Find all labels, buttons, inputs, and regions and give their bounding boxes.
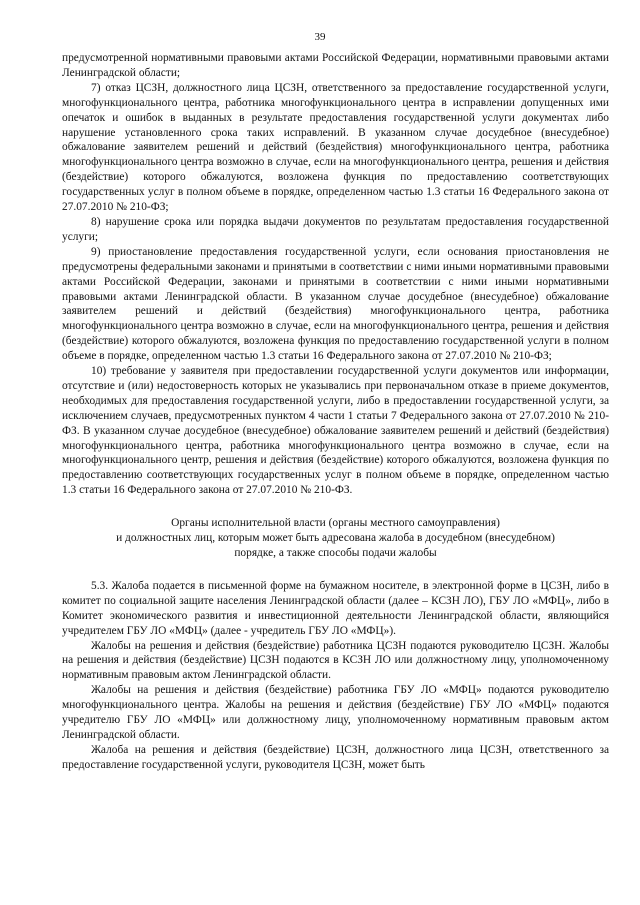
paragraph-item-9: 9) приостановление предоставления государственной услуги, если основания приостановления не предусмотрены федеральными законами и принятыми в соответствии с ними иными нормативными правовыми актами Российской Федерации, законами и принятыми в соответствии с ними иными нормативными правовыми актами Ленинградской области. В указанном случае досудебное (внесудебное) обжалование заявителем решений и действий (бездействия) многофункционального центра, работника многофункционального центра возможно в случае, если на многофункционального центра, решения и действия (бездействие) которого обжалуются, возложена функция по предоставлению государственной услуги в полном объеме в порядке, определенном частью 1.3 статьи 16 Федерального закона от 27.07.2010 № 210-ФЗ; [62, 245, 609, 363]
paragraph-item-10: 10) требование у заявителя при предоставлении государственной услуги документов или информации, отсутствие и (или) недостоверность которых не указывались при первоначальном отказе в приеме документов, необходимых для предоставления государственной услуги, либо в предоставлении государственной услуги, за исключением случаев, предусмотренных пунктом 4 части 1 статьи 7 Федерального закона от 27.07.2010 № 210-ФЗ. В указанном случае досудебное (внесудебное) обжалование заявителем решений и действий (бездействия) многофункционального центра, работника многофункционального центра возможно в случае, если на многофункционального центр, решения и действия (бездействие) которого обжалуются, возложена функция по предоставлению соответствующих государственных услуг в полном объеме в порядке, определенном частью 1.3 статьи 16 Федерального закона от 27.07.2010 № 210-ФЗ. [62, 365, 609, 497]
paragraph-cszn-complaints: Жалобы на решения и действия (бездействие) работника ЦСЗН подаются руководителю ЦСЗН. Жалобы на решения и действия (бездействие) ЦСЗН подаются в КСЗН ЛО или должностному лицу, уполномоченному нормативным правовым актом Ленинградской области. [62, 639, 609, 682]
paragraph-mfc-complaints: Жалобы на решения и действия (бездействие) работника ГБУ ЛО «МФЦ» подаются руководителю многофункционального центра. Жалобы на решения и действия (бездействие) ГБУ ЛО «МФЦ» подаются учредителю ГБУ ЛО «МФЦ» или должностному лицу, уполномоченному нормативным правовым актом Ленинградской области. [62, 684, 609, 741]
section-heading-line: Органы исполнительной власти (органы местного самоуправления) [171, 517, 500, 530]
page-number: 39 [314, 31, 326, 43]
section-heading-line: и должностных лиц, которым может быть адресована жалоба в досудебном (внесудебном) [116, 532, 555, 545]
section-heading [62, 516, 609, 561]
paragraph-5-3: 5.3. Жалоба подается в письменной форме на бумажном носителе, в электронной форме в ЦСЗН, либо в комитет по социальной защите населения Ленинградской области (далее – КСЗН ЛО), ГБУ ЛО «МФЦ», либо в Комитет экономического развития и инвестиционной деятельности Ленинградской области, являющийся учредителем ГБУ ЛО «МФЦ» (далее - учредитель ГБУ ЛО «МФЦ»). [62, 579, 609, 637]
paragraph-item-8: 8) нарушение срока или порядка выдачи документов по результатам предоставления государственной услуги; [62, 215, 609, 243]
section-heading-line: порядке, а также способы подачи жалобы [234, 547, 437, 559]
paragraph-continuation: предусмотренной нормативными правовыми актами Российской Федерации, нормативными правовыми актами Ленинградской области; [62, 52, 609, 79]
paragraph-complaint-continued: Жалоба на решения и действия (бездействие) ЦСЗН, должностного лица ЦСЗН, ответственного за предоставление государственной услуги, руководителя ЦСЗН, может быть [62, 743, 609, 771]
document-body [62, 51, 609, 773]
paragraph-item-7: 7) отказ ЦСЗН, должностного лица ЦСЗН, ответственного за предоставление государственной услуги, многофункционального центра, работника многофункционального центра в исправлении допущенных ими опечаток и ошибок в выданных в результате предоставления государственной услуги документах либо нарушение установленного срока таких исправлений. В указанном случае досудебное (внесудебное) обжалование заявителем решений и действий (бездействия) многофункционального центра, работника многофункционального центра возможно в случае, если на многофункционального центра, решения и действия (бездействие) которого обжалуются, возложена функция по предоставлению соответствующих государственных услуг в полном объеме в порядке, определенном частью 1.3 статьи 16 Федерального закона от 27.07.2010 № 210-ФЗ; [62, 81, 609, 214]
